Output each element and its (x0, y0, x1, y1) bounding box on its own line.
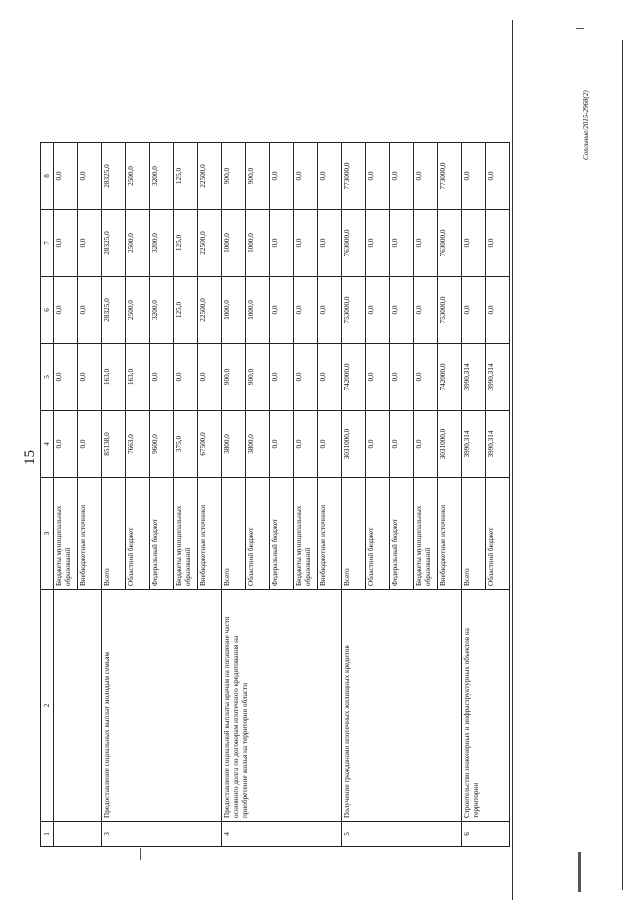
amount-cell: 0,0 (318, 411, 342, 478)
budget-table-body (41, 143, 510, 847)
amount-cell: 0,0 (270, 277, 294, 344)
amount-cell: 0,0 (78, 277, 102, 344)
row-number-cell (54, 822, 102, 847)
amount-cell: 2500,0 (126, 143, 150, 210)
amount-cell: 0,0 (270, 143, 294, 210)
row-number-cell: 3 (102, 822, 222, 847)
amount-cell: 3031000,0 (438, 411, 462, 478)
measure-name-cell: Строительство инженерных и инфраструктурных объектов на территории (462, 590, 510, 822)
funding-source-cell: Всего (102, 478, 126, 590)
amount-cell: 9600,0 (150, 411, 174, 478)
funding-source-cell: Бюджеты муниципальных образований (54, 478, 78, 590)
amount-cell: 0,0 (366, 277, 390, 344)
header-cell: 4 (41, 411, 54, 478)
header-cell: 1 (41, 822, 54, 847)
amount-cell: 900,0 (222, 143, 246, 210)
funding-source-cell: Всего (462, 478, 486, 590)
amount-cell: 0,0 (414, 344, 438, 411)
amount-cell: 1000,0 (246, 210, 270, 277)
amount-cell: 0,0 (78, 411, 102, 478)
header-cell: 5 (41, 344, 54, 411)
amount-cell: 22500,0 (198, 277, 222, 344)
amount-cell: 0,0 (54, 143, 78, 210)
amount-cell: 375,0 (174, 411, 198, 478)
amount-cell: 0,0 (390, 344, 414, 411)
amount-cell: 0,0 (294, 411, 318, 478)
amount-cell: 3990,314 (462, 344, 486, 411)
amount-cell: 0,0 (462, 277, 486, 344)
amount-cell: 1000,0 (222, 277, 246, 344)
amount-cell: 3990,314 (486, 344, 510, 411)
amount-cell: 0,0 (366, 210, 390, 277)
funding-source-cell: Федеральный бюджет (390, 478, 414, 590)
amount-cell: 0,0 (414, 411, 438, 478)
funding-source-cell: Федеральный бюджет (270, 478, 294, 590)
amount-cell: 763000,0 (438, 210, 462, 277)
row-number-cell: 6 (462, 822, 510, 847)
amount-cell: 0,0 (390, 210, 414, 277)
amount-cell: 3200,0 (150, 210, 174, 277)
amount-cell: 773000,0 (438, 143, 462, 210)
amount-cell: 0,0 (294, 277, 318, 344)
amount-cell: 0,0 (174, 344, 198, 411)
amount-cell: 0,0 (390, 277, 414, 344)
amount-cell: 0,0 (318, 143, 342, 210)
amount-cell: 3800,0 (222, 411, 246, 478)
table-header-row (41, 143, 54, 847)
amount-cell: 3200,0 (150, 143, 174, 210)
funding-source-cell: Областной бюджет (126, 478, 150, 590)
amount-cell: 28325,0 (102, 277, 126, 344)
funding-source-cell: Областной бюджет (366, 478, 390, 590)
amount-cell: 0,0 (54, 411, 78, 478)
amount-cell: 742000,0 (438, 344, 462, 411)
table-row (102, 143, 126, 847)
funding-source-cell: Внебюджетные источники (438, 478, 462, 590)
amount-cell: 0,0 (414, 210, 438, 277)
table-row (462, 143, 486, 847)
funding-source-cell: Бюджеты муниципальных образований (294, 478, 318, 590)
amount-cell: 0,0 (78, 210, 102, 277)
amount-cell: 900,0 (246, 143, 270, 210)
amount-cell: 0,0 (318, 277, 342, 344)
table-row (342, 143, 366, 847)
scan-edge-line (622, 40, 623, 890)
amount-cell: 125,0 (174, 277, 198, 344)
amount-cell: 0,0 (462, 143, 486, 210)
page-number: 15 (22, 450, 38, 465)
scan-mark (576, 28, 584, 29)
row-number-cell: 4 (222, 822, 342, 847)
amount-cell: 0,0 (270, 411, 294, 478)
amount-cell: 0,0 (270, 210, 294, 277)
amount-cell: 3990,314 (462, 411, 486, 478)
amount-cell: 0,0 (78, 344, 102, 411)
amount-cell: 0,0 (462, 210, 486, 277)
amount-cell: 125,0 (174, 143, 198, 210)
header-cell: 2 (41, 590, 54, 822)
funding-source-cell: Областной бюджет (486, 478, 510, 590)
amount-cell: 3031000,0 (342, 411, 366, 478)
funding-source-cell: Федеральный бюджет (150, 478, 174, 590)
amount-cell: 163,0 (126, 344, 150, 411)
amount-cell: 763000,0 (342, 210, 366, 277)
amount-cell: 0,0 (390, 411, 414, 478)
budget-table (40, 142, 510, 847)
amount-cell: 28325,0 (102, 143, 126, 210)
amount-cell: 0,0 (486, 277, 510, 344)
amount-cell: 0,0 (366, 344, 390, 411)
document-footer-code: Сопльные/2015-2968(2) (582, 90, 590, 160)
amount-cell: 3200,0 (150, 277, 174, 344)
header-cell: 7 (41, 210, 54, 277)
amount-cell: 0,0 (294, 143, 318, 210)
funding-source-cell: Всего (342, 478, 366, 590)
funding-source-cell: Бюджеты муниципальных образований (414, 478, 438, 590)
header-cell: 8 (41, 143, 54, 210)
amount-cell: 753000,0 (438, 277, 462, 344)
amount-cell: 7663,0 (126, 411, 150, 478)
amount-cell: 3990,314 (486, 411, 510, 478)
amount-cell: 0,0 (198, 344, 222, 411)
measure-name-cell: Получение гражданами ипотечных жилищных кредитов (342, 590, 462, 822)
amount-cell: 22500,0 (198, 210, 222, 277)
amount-cell: 1000,0 (246, 277, 270, 344)
scan-edge-line (512, 20, 513, 900)
amount-cell: 0,0 (366, 411, 390, 478)
amount-cell: 900,0 (222, 344, 246, 411)
scan-mark (140, 848, 141, 860)
amount-cell: 67500,0 (198, 411, 222, 478)
amount-cell: 0,0 (414, 277, 438, 344)
header-cell: 6 (41, 277, 54, 344)
amount-cell: 0,0 (54, 277, 78, 344)
funding-source-cell: Всего (222, 478, 246, 590)
amount-cell: 0,0 (414, 143, 438, 210)
amount-cell: 0,0 (54, 210, 78, 277)
amount-cell: 900,0 (246, 344, 270, 411)
amount-cell: 125,0 (174, 210, 198, 277)
amount-cell: 0,0 (294, 210, 318, 277)
table-row (222, 143, 246, 847)
amount-cell: 0,0 (390, 143, 414, 210)
amount-cell: 0,0 (318, 210, 342, 277)
amount-cell: 163,0 (102, 344, 126, 411)
header-cell: 3 (41, 478, 54, 590)
amount-cell: 0,0 (486, 143, 510, 210)
amount-cell: 1000,0 (222, 210, 246, 277)
funding-source-cell: Внебюджетные источники (78, 478, 102, 590)
amount-cell: 2500,0 (126, 277, 150, 344)
funding-source-cell: Бюджеты муниципальных образований (174, 478, 198, 590)
scan-mark (578, 852, 581, 892)
funding-source-cell: Внебюджетные источники (198, 478, 222, 590)
amount-cell: 0,0 (270, 344, 294, 411)
amount-cell: 85138,0 (102, 411, 126, 478)
amount-cell: 742000,0 (342, 344, 366, 411)
row-number-cell: 5 (342, 822, 462, 847)
amount-cell: 3800,0 (246, 411, 270, 478)
amount-cell: 773000,0 (342, 143, 366, 210)
amount-cell: 0,0 (78, 143, 102, 210)
amount-cell: 0,0 (486, 210, 510, 277)
amount-cell: 0,0 (294, 344, 318, 411)
funding-source-cell: Внебюджетные источники (318, 478, 342, 590)
measure-name-cell: Предоставление социальной выплаты врачам на погашение части основного долга по договорам ипотечного кредитования на приобретение жилья на территории области (222, 590, 342, 822)
measure-name-cell: Предоставление социальных выплат молодым семьям (102, 590, 222, 822)
funding-source-cell: Областной бюджет (246, 478, 270, 590)
amount-cell: 0,0 (150, 344, 174, 411)
table-row (54, 143, 78, 847)
amount-cell: 28325,0 (102, 210, 126, 277)
measure-name-cell (54, 590, 102, 822)
amount-cell: 2500,0 (126, 210, 150, 277)
amount-cell: 0,0 (318, 344, 342, 411)
amount-cell: 753000,0 (342, 277, 366, 344)
amount-cell: 0,0 (54, 344, 78, 411)
amount-cell: 22500,0 (198, 143, 222, 210)
amount-cell: 0,0 (366, 143, 390, 210)
